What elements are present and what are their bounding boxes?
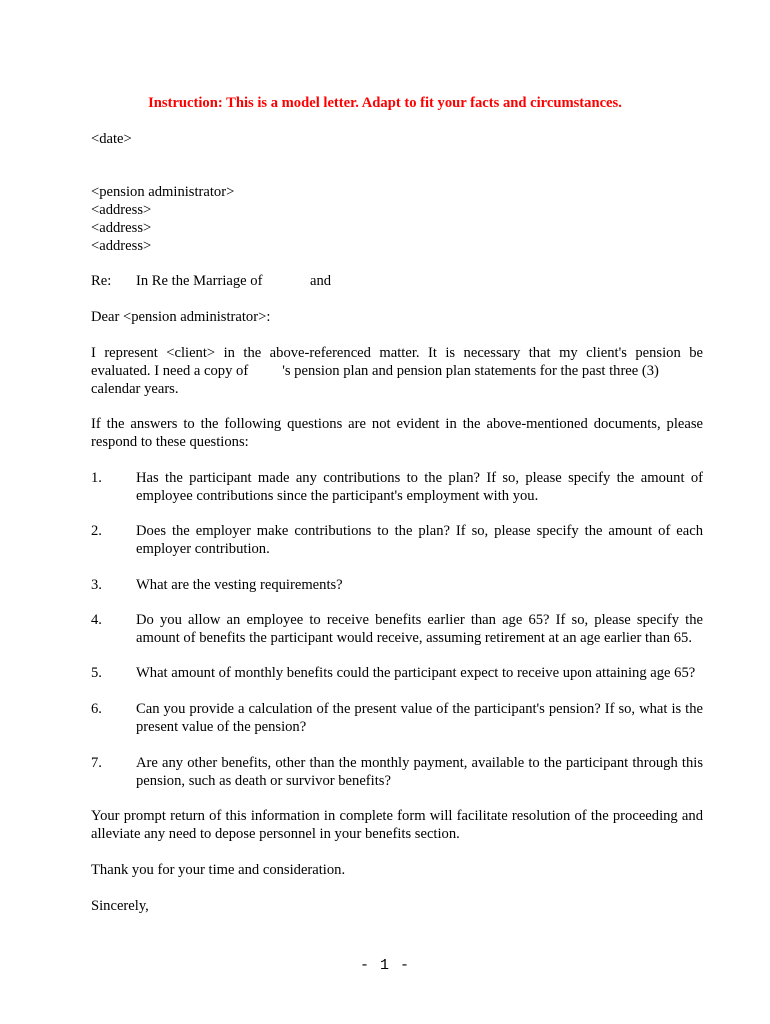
intro-paragraph [91,344,703,398]
letter-date: <date> [91,131,132,147]
closing-paragraph: Your prompt return of this information in complete form will facilitate resolution of the proceeding and alleviate any need to depose personnel in your benefits section. [91,808,703,842]
list-item-text: What amount of monthly benefits could the participant expect to receive upon attaining age 65? [136,665,696,681]
questions-intro-paragraph: If the answers to the following questions are not evident in the above-mentioned documents, please respond to these questions: [91,416,703,450]
intro-line-2 [91,362,703,380]
re-label: Re: [91,273,112,289]
list-item-number: 3. [91,577,102,593]
thanks-line: Thank you for your time and consideration. [91,862,346,878]
list-item-text: Are any other benefits, other than the monthly payment, available to the participant through this pension, such as death or survivor benefits? [136,755,703,789]
intro-line-3: calendar years. [91,381,179,397]
re-and: and [310,273,332,289]
list-item-text: Has the participant made any contributions to the plan? If so, please specify the amount of employee contributions since the participant's employment with you. [136,470,703,504]
list-item-text: What are the vesting requirements? [136,577,343,593]
re-text: In Re the Marriage of [136,273,263,289]
intro-line-1: I represent <client> in the above-referenced matter. It is necessary that my client's pension be [91,345,703,361]
list-item-number: 5. [91,665,102,681]
page-number: - 1 - [359,957,410,974]
list-item-number: 7. [91,755,102,771]
list-item-number: 6. [91,701,102,717]
recipient-name: <pension administrator> [91,184,235,200]
signoff: Sincerely, [91,898,149,914]
recipient-address-line: <address> [91,202,152,218]
re-line [91,272,703,290]
list-item-text: Do you allow an employee to receive benefits earlier than age 65? If so, please specify the amount of benefits the participant would receive, assuming retirement at an age earlier than 65. [136,612,703,646]
list-item-text: Does the employer make contributions to the plan? If so, please specify the amount of each employer contribution. [136,523,703,557]
list-item-text: Can you provide a calculation of the present value of the participant's pension? If so, what is the present value of the pension? [136,701,703,735]
intro-line-2-end: 's pension plan and pension plan statements for the past three (3) [282,363,659,379]
recipient-address-line: <address> [91,220,152,236]
recipient-address-line: <address> [91,238,152,254]
list-item-number: 4. [91,612,102,628]
list-item-number: 2. [91,523,102,539]
salutation: Dear <pension administrator>: [91,309,271,325]
recipient-address-block [91,183,703,255]
list-item-number: 1. [91,470,102,486]
instruction-heading: Instruction: This is a model letter. Adapt to fit your facts and circumstances. [148,95,622,111]
intro-line-2-start: evaluated. I need a copy of [91,363,249,379]
